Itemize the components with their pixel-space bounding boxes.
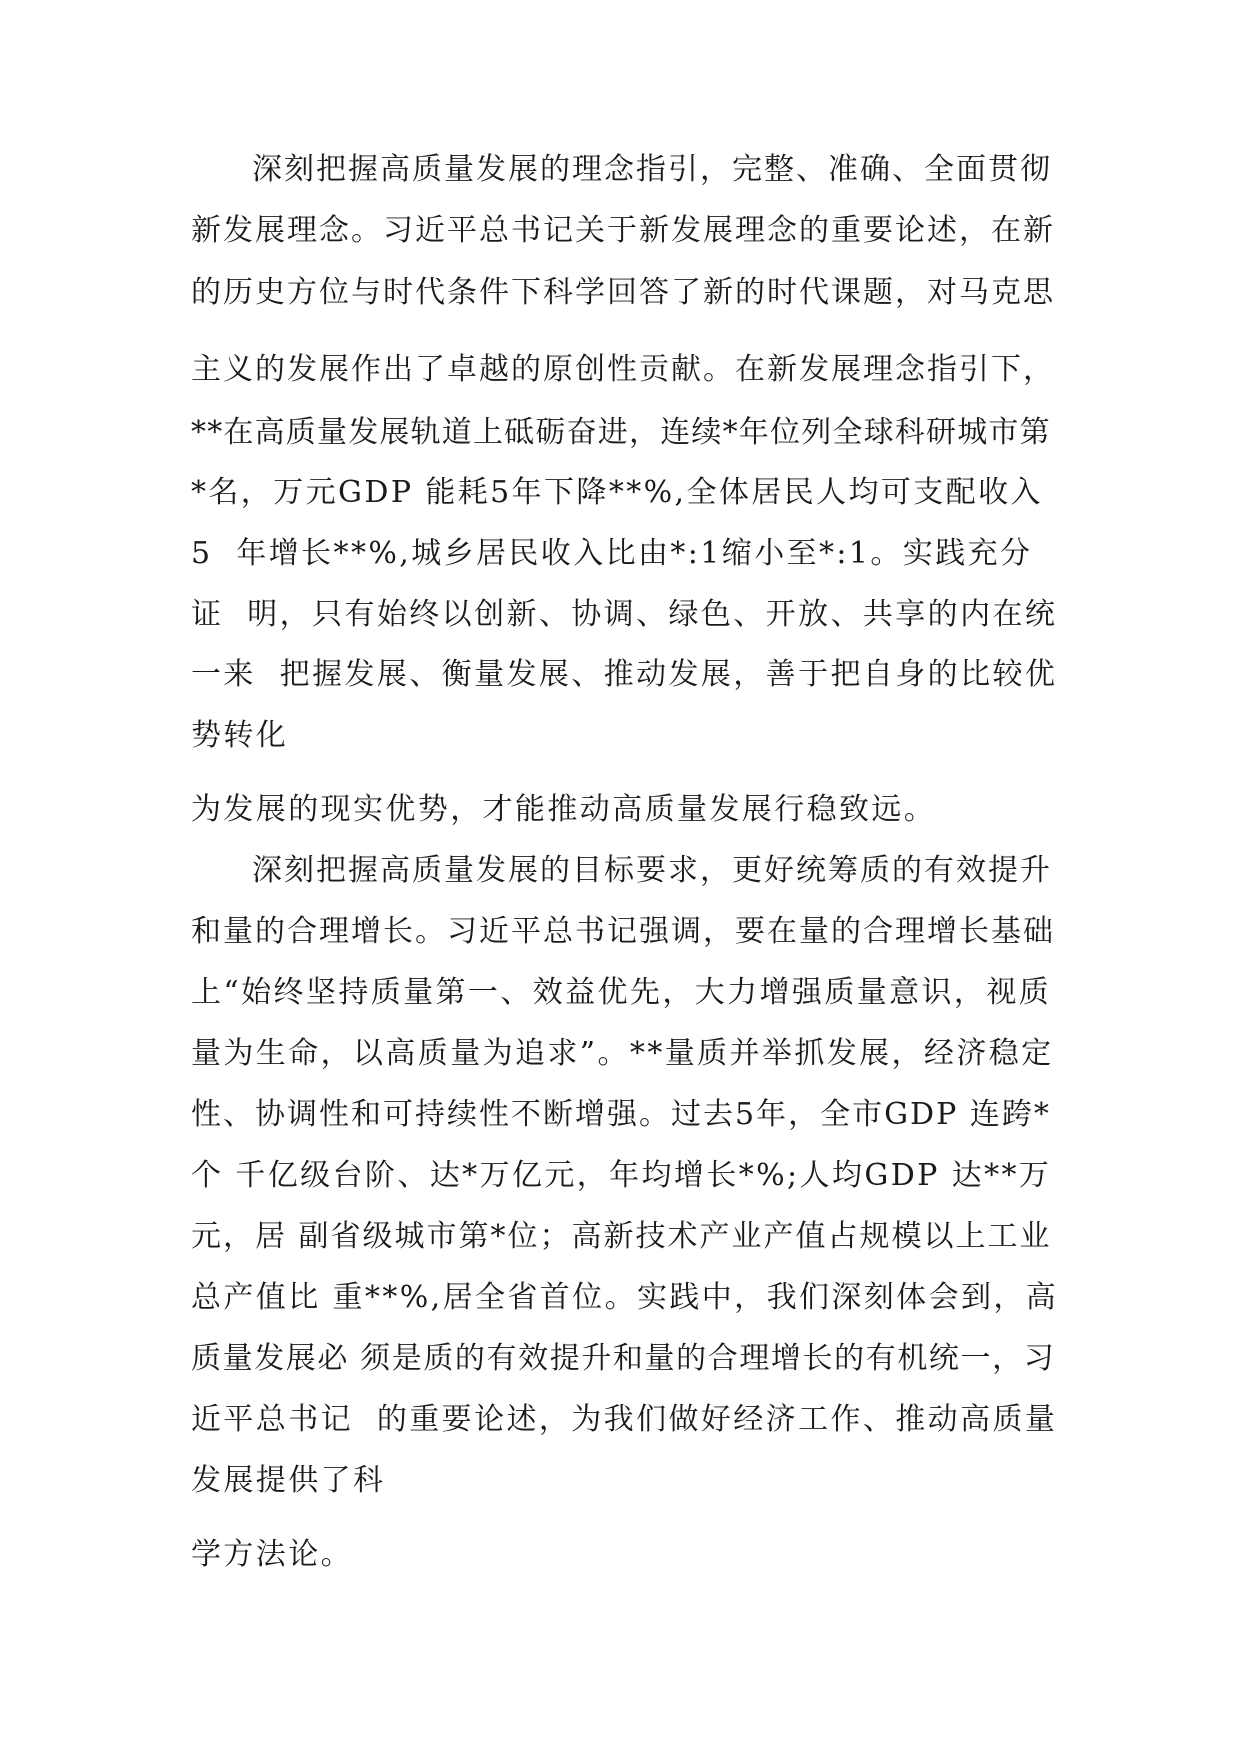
paragraph-1-line: 新发展理念。习近平总书记关于新发展理念的重要论述，在新 — [191, 213, 1055, 248]
paragraph-1-line: 证 明，只有始终以创新、协调、绿色、开放、共享的内在统 — [191, 597, 1058, 632]
paragraph-2-line: 个 千亿级台阶、达*万亿元，年均增长*%;人均GDP 达**万 — [191, 1158, 1052, 1193]
paragraph-2-line: 发展提供了科 — [191, 1463, 386, 1498]
paragraph-1-line: 为发展的现实优势，才能推动高质量发展行稳致远。 — [191, 792, 937, 827]
paragraph-2-line: 总产值比 重**%,居全省首位。实践中，我们深刻体会到，高 — [191, 1280, 1059, 1315]
paragraph-1-line: 势转化 — [191, 718, 289, 753]
paragraph-2-line: 质量发展必 须是质的有效提升和量的合理增长的有机统一，习 — [191, 1341, 1056, 1376]
paragraph-1-line: 主义的发展作出了卓越的原创性贡献。在新发展理念指引下， — [191, 352, 1055, 387]
paragraph-2-line: 性、协调性和可持续性不断增强。过去5年，全市GDP 连跨* — [191, 1097, 1051, 1132]
paragraph-1-line: 深刻把握高质量发展的理念指引，完整、准确、全面贯彻 — [252, 152, 1052, 187]
paragraph-1-line: **在高质量发展轨道上砥砺奋进，连续*年位列全球科研城市第 — [191, 415, 1051, 450]
paragraph-1-line: *名，万元GDP 能耗5年下降**%,全体居民人均可支配收入 — [191, 475, 1043, 510]
paragraph-2-line: 近平总书记 的重要论述，为我们做好经济工作、推动高质量 — [191, 1402, 1058, 1437]
paragraph-2-line: 学方法论。 — [191, 1537, 353, 1572]
paragraph-2-line: 上“始终坚持质量第一、效益优先，大力增强质量意识，视质 — [191, 975, 1052, 1010]
paragraph-2-line: 元，居 副省级城市第*位；高新技术产业产值占规模以上工业 — [191, 1219, 1052, 1254]
paragraph-2-line: 和量的合理增长。习近平总书记强调，要在量的合理增长基础 — [191, 914, 1055, 949]
paragraph-1-line: 一来 把握发展、衡量发展、推动发展，善于把自身的比较优 — [191, 657, 1058, 692]
paragraph-2-line: 量为生命，以高质量为追求”。**量质并举抓发展，经济稳定 — [191, 1036, 1054, 1071]
paragraph-2-line: 深刻把握高质量发展的目标要求，更好统筹质的有效提升 — [252, 853, 1052, 888]
paragraph-1-line: 的历史方位与时代条件下科学回答了新的时代课题，对马克思 — [191, 275, 1055, 310]
paragraph-1-line: 5 年增长**%,城乡居民收入比由*:1缩小至*:1。实践充分 — [191, 536, 1033, 571]
